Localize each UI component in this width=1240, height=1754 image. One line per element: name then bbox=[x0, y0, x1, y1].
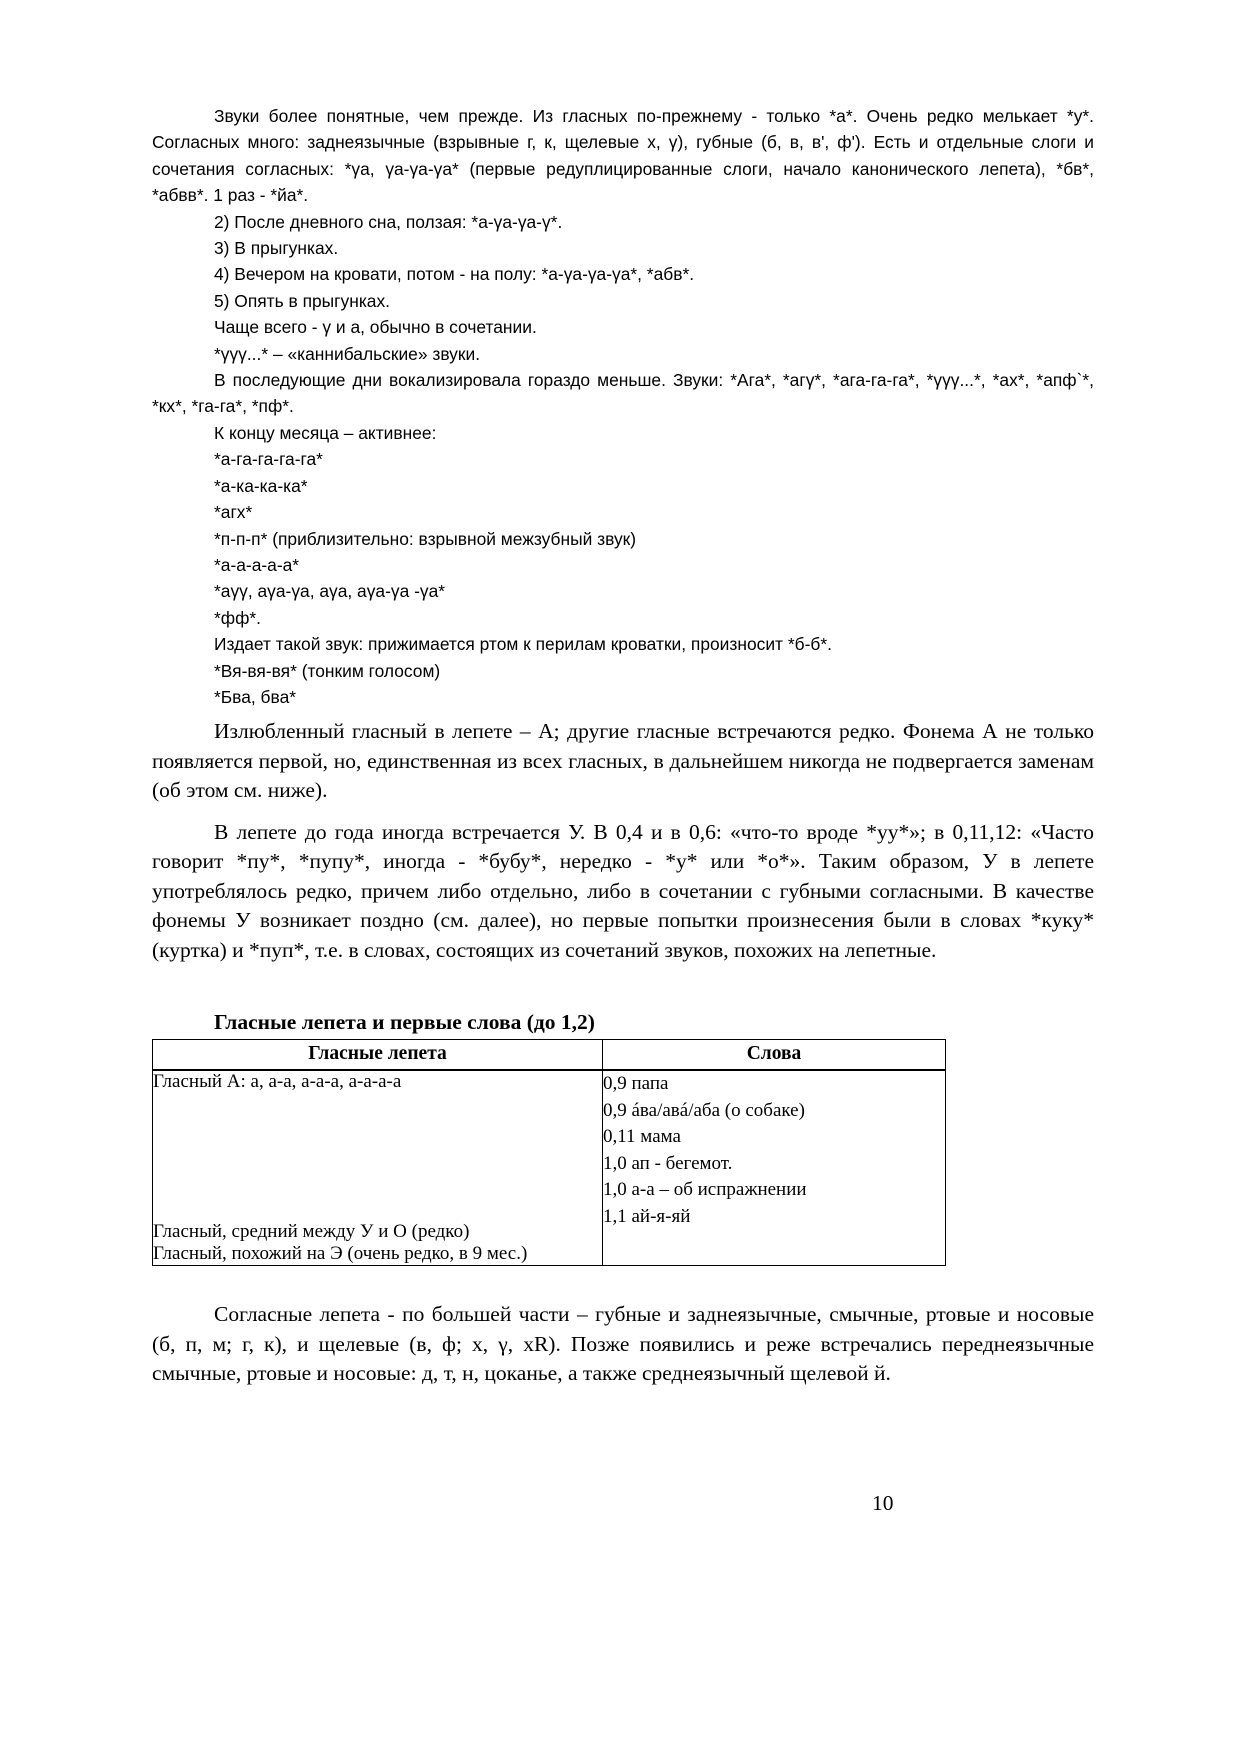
vowels-table bbox=[152, 1039, 946, 1266]
notes-paragraph-2: В последующие дни вокализировала гораздо меньше. Звуки: *Ага*, *агγ*, *ага-га-га*, *γγγ...*, *ах*, *апф`*, *кх*, *га-га*, *пф*. bbox=[152, 370, 1094, 417]
notes-line-6: Чаще всего - γ и а, обычно в сочетании. bbox=[214, 317, 537, 338]
word-entry: 0,9 папа bbox=[603, 1073, 669, 1095]
table-header-row bbox=[153, 1040, 946, 1071]
body-paragraph-2: В лепете до года иногда встречается У. В 0,4 и в 0,6: «что-то вроде *уу*»; в 0,11,12: «Часто говорит *пу*, *пупу*, иногда - *бубу*, нередко - *у* или *о*». Таким образом, У в лепете употреблялось редко, причем либо отдельно, либо в сочетании с губными согласными. В качестве фонемы У возникает поздно (см. далее), но первые попытки произнесения были в словах *куку* (куртка) и *пуп*, т.е. в словах, состоящих из сочетаний звуков, похожих на лепетные. bbox=[152, 819, 1094, 962]
notes-line-5: 5) Опять в прыгунках. bbox=[214, 290, 391, 311]
table-cell-vowel: Гласный, похожий на Э (очень редко, в 9 мес.) bbox=[153, 1243, 603, 1266]
notes-syllable-2: *агх* bbox=[214, 502, 253, 523]
notes-line-2: 2) После дневного сна, ползая: *а-γа-γа-γ*. bbox=[214, 211, 563, 232]
table-header-words: Слова bbox=[603, 1040, 946, 1071]
notes-syllable-1: *а-ка-ка-ка* bbox=[214, 475, 308, 496]
notes-line-4: 4) Вечером на кровати, потом - на полу: *а-γа-γа-γа*, *абв*. bbox=[214, 264, 695, 285]
notes-line-3: 3) В прыгунках. bbox=[214, 238, 339, 259]
page-content bbox=[152, 103, 1094, 1389]
field-notes-block bbox=[152, 103, 1094, 710]
table-cell-vowel: Гласный А: а, а-а, а-а-а, а-а-а-а bbox=[153, 1070, 603, 1221]
notes-line-10: *Вя-вя-вя* (тонким голосом) bbox=[214, 660, 441, 681]
table-row bbox=[153, 1070, 946, 1221]
word-entry: 1,0 а-а – об испражнении bbox=[603, 1179, 807, 1201]
vowels-table-section bbox=[152, 1009, 1094, 1266]
word-entry: 0,11 мама bbox=[603, 1126, 681, 1148]
notes-line-8: К концу месяца – активнее: bbox=[214, 422, 437, 443]
notes-syllable-6: *фф*. bbox=[214, 607, 261, 628]
word-entry: 1,0 ап - бегемот. bbox=[603, 1152, 733, 1174]
body-paragraph-1: Излюбленный гласный в лепете – А; другие гласные встречаются редко. Фонема А не только появляется первой, но, единственная из всех гласных, в дальнейшем никогда не подвергается заменам (об этом см. ниже). bbox=[152, 719, 1094, 803]
notes-syllable-0: *а-га-га-га-га* bbox=[214, 449, 323, 470]
notes-syllable-4: *а-а-а-а-а* bbox=[214, 554, 300, 575]
word-entry: 1,1 ай-я-яй bbox=[603, 1205, 691, 1227]
notes-syllable-5: *аγγ, аγа-γа, аγа, аγа-γа -γа* bbox=[214, 581, 446, 602]
word-entry: 0,9 áва/авá/аба (о собаке) bbox=[603, 1099, 805, 1121]
notes-line-11: *Бва, бва* bbox=[214, 686, 297, 707]
page-number: 10 bbox=[872, 1491, 894, 1515]
notes-paragraph-1: Звуки более понятные, чем прежде. Из гласных по-прежнему - только *а*. Очень редко мелькает *у*. Согласных много: заднеязычные (взрывные г, к, щелевые х, γ), губные (б, в, в', ф'). Есть и отдельные слоги и сочетания согласных: *γа, γа-γа-γа* (первые редуплицированные слоги, начало канонического лепета), *бв*, *абвв*. 1 раз - *йа*. bbox=[152, 106, 1094, 206]
body-paragraph-3: Согласные лепета - по большей части – губные и заднеязычные, смычные, ртовые и носовые (б, п, м; г, к), и щелевые (в, ф; х, γ, xR). Позже появились и реже встречались переднеязычные смычные, ртовые и носовые: д, т, н, цоканье, а также среднеязычный щелевой й. bbox=[152, 1302, 1094, 1386]
table-header-vowels: Гласные лепета bbox=[153, 1040, 603, 1071]
notes-syllable-3: *п-п-п* (приблизительно: взрывной межзубный звук) bbox=[214, 528, 637, 549]
table-cell-vowel: Гласный, средний между У и О (редко) bbox=[153, 1221, 603, 1243]
notes-line-9: Издает такой звук: прижимается ртом к перилам кроватки, произносит *б-б*. bbox=[214, 634, 832, 655]
notes-line-7: *γγγ...* – «каннибальские» звуки. bbox=[214, 343, 481, 364]
table-title: Гласные лепета и первые слова (до 1,2) bbox=[214, 1010, 595, 1035]
table-cell-words bbox=[603, 1070, 946, 1266]
